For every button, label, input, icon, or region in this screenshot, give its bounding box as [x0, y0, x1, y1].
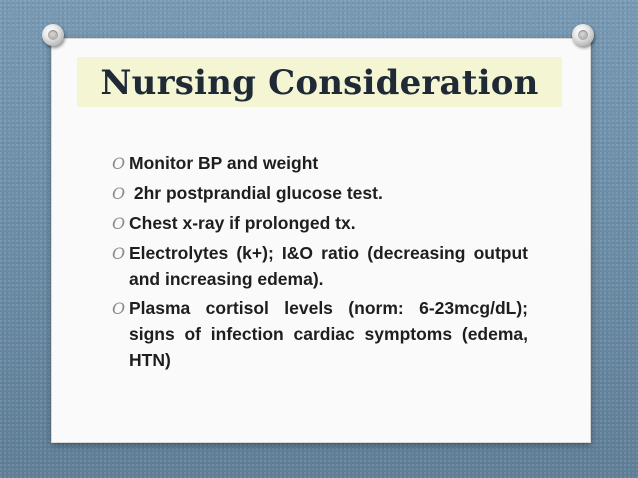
bullet-list	[112, 150, 528, 376]
list-item	[112, 180, 528, 207]
bullet-text: Chest x-ray if prolonged tx.	[129, 213, 356, 233]
slide-title: Nursing Consideration	[100, 63, 539, 103]
bullet-marker-icon: O	[112, 299, 126, 318]
list-item	[112, 210, 528, 237]
list-item	[112, 240, 528, 292]
bullet-text: Electrolytes (k+); I&O ratio (decreasing output and increasing edema).	[129, 243, 528, 289]
bullet-marker-icon: O	[112, 244, 126, 263]
pushpin-icon	[42, 24, 64, 46]
bullet-marker-icon: O	[112, 184, 126, 203]
bullet-marker-icon: O	[112, 154, 126, 173]
bullet-marker-icon: O	[112, 214, 126, 233]
list-item	[112, 150, 528, 177]
bullet-text: Monitor BP and weight	[129, 153, 319, 173]
pushpin-icon	[572, 24, 594, 46]
title-band	[77, 57, 562, 107]
bullet-text: 2hr postprandial glucose test.	[129, 183, 383, 203]
bullet-text: Plasma cortisol levels (norm: 6-23mcg/dL); signs of infection cardiac symptoms (edema, HTN)	[129, 298, 528, 370]
list-item	[112, 295, 528, 373]
